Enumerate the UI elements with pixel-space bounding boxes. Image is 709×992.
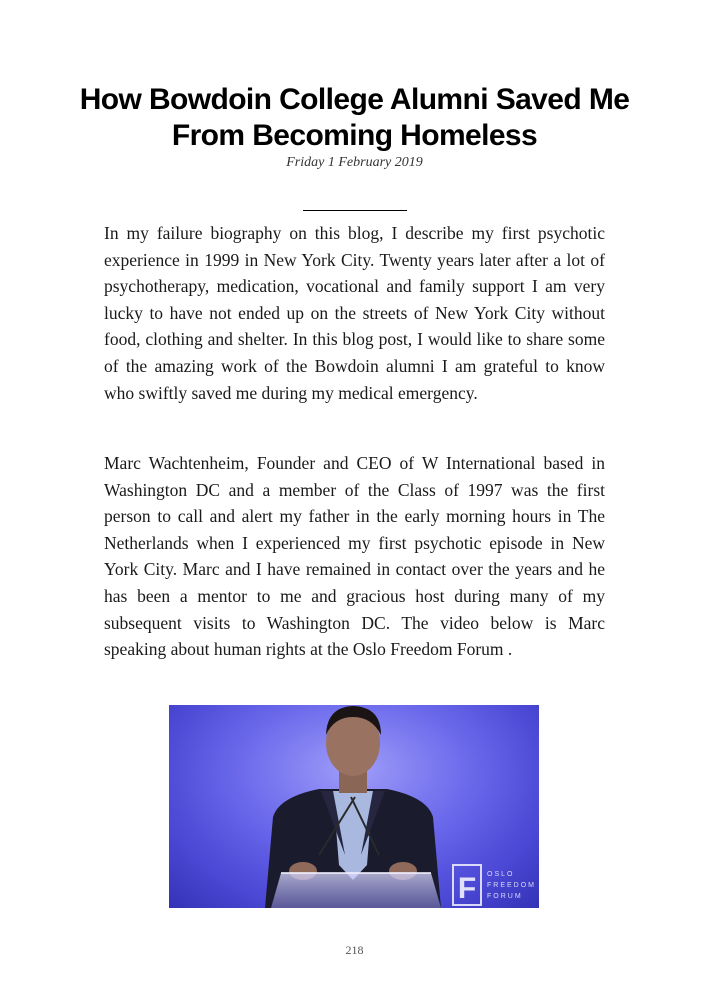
title-divider <box>303 210 407 211</box>
video-frame-illustration <box>169 705 539 908</box>
article-date: Friday 1 February 2019 <box>286 155 423 170</box>
article-title: How Bowdoin College Alumni Saved Me From Becoming Homeless <box>79 83 630 152</box>
video-embed[interactable] <box>169 705 539 908</box>
article-paragraph-1: In my failure biography on this blog, I describe my first psychotic experience in 1999 in New York City. Twenty years later after a lot of psychotherapy, medication, vocational and family support I am very lucky to have not ended up on the streets of New York City without food, clothing and shelter. In this blog post, I would like to share some of the amazing work of the Bowdoin alumni I am grateful to know who swiftly saved me during my medical emergency. <box>104 223 605 403</box>
logo-line-1: OSLO <box>487 871 515 878</box>
article-paragraph-2: Marc Wachtenheim, Founder and CEO of W International based in Washington DC and a member of the Class of 1997 was the first person to call and alert my father in the early morning hours in The Netherlands when I experienced my first psychotic episode in New York City. Marc and I have remained in contact over the years and he has been a mentor to me and gracious host during many of my subsequent visits to Washington DC. The video below is Marc speaking about human rights at the Oslo Freedom Forum . <box>104 453 605 660</box>
logo-line-2: FREEDOM <box>487 882 536 889</box>
logo-line-3: FORUM <box>487 893 523 900</box>
logo-letter: F <box>457 872 477 905</box>
page-number: 218 <box>345 943 364 957</box>
